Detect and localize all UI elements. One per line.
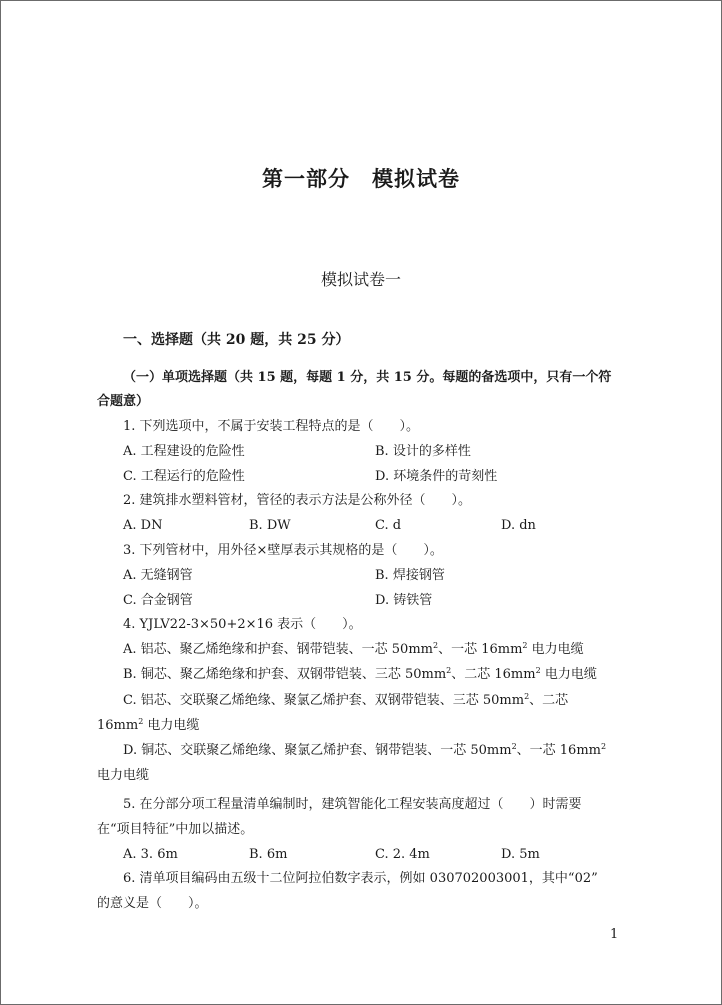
question-3-stem: 3. 下列管材中，用外径×壁厚表示其规格的是（ ）。	[123, 543, 443, 558]
superscript: 2	[601, 742, 607, 751]
option-b-text-1: B. 铜芯、聚乙烯绝缘和护套、双钢带铠装、三芯 50mm	[123, 667, 447, 682]
question-5-option-c: C. 2. 4m	[375, 847, 430, 862]
question-2-option-a: A. DN	[123, 518, 163, 533]
question-2-stem: 2. 建筑排水塑料管材，管径的表示方法是公称外径（ ）。	[123, 493, 472, 508]
question-5-option-d: D. 5m	[501, 847, 540, 862]
question-2-option-b: B. DW	[249, 518, 291, 533]
question-4-option-c-line2	[97, 717, 199, 735]
option-d-text-2: 、一芯 16mm	[516, 743, 601, 758]
option-a-text-3: 电力电缆	[527, 642, 584, 657]
option-d-text-1: D. 铜芯、交联聚乙烯绝缘、聚氯乙烯护套、钢带铠装、一芯 50mm	[123, 743, 512, 758]
option-b-text-3: 电力电缆	[540, 667, 597, 682]
section-heading: 一、选择题（共 20 题，共 25 分）	[123, 332, 350, 348]
exam-title: 模拟试卷一	[320, 270, 401, 289]
question-2-option-c: C. d	[375, 518, 402, 533]
question-5-option-b: B. 6m	[249, 847, 288, 862]
superscript: 2	[446, 666, 452, 675]
option-b-text-2: 、二芯 16mm	[451, 667, 536, 682]
question-4-option-b	[123, 666, 597, 684]
option-c-text-2: 、二芯	[529, 693, 569, 708]
question-1-option-d: D. 环境条件的苛刻性	[375, 469, 498, 484]
superscript: 2	[432, 641, 439, 650]
subsection-heading-line1: （一）单项选择题（共 15 题，每题 1 分，共 15 分。每题的备选项中，只有一个符	[123, 370, 612, 385]
subsection-heading-line2: 合题意）	[97, 394, 150, 409]
option-c-text-4: 电力电缆	[143, 718, 200, 733]
question-1-option-b: B. 设计的多样性	[375, 444, 471, 459]
part-title: 第一部分 模拟试卷	[262, 166, 460, 191]
question-5-stem-line2: 在“项目特征”中加以描述。	[97, 822, 254, 837]
question-5-option-a: A. 3. 6m	[123, 847, 178, 862]
question-1-option-a: A. 工程建设的危险性	[123, 444, 245, 459]
option-a-text-1: A. 铝芯、聚乙烯绝缘和护套、钢带铠装、一芯 50mm	[123, 642, 433, 657]
question-2-option-d: D. dn	[501, 518, 536, 533]
question-3-option-c: C. 合金钢管	[123, 593, 193, 608]
option-c-text-1: C. 铝芯、交联聚乙烯绝缘、聚氯乙烯护套、双钢带铠装、三芯 50mm	[123, 693, 525, 708]
superscript: 2	[511, 742, 517, 751]
question-3-option-d: D. 铸铁管	[375, 593, 433, 608]
option-c-text-3: 16mm	[97, 718, 139, 733]
question-1-option-c: C. 工程运行的危险性	[123, 469, 245, 484]
superscript: 2	[138, 717, 144, 726]
question-1-stem: 1. 下列选项中，不属于安装工程特点的是（ ）。	[123, 419, 420, 434]
question-4-option-a	[123, 641, 584, 659]
question-4-stem: 4. YJLV22-3×50+2×16 表示（ ）。	[123, 617, 362, 632]
option-a-text-2: 、一芯 16mm	[438, 642, 523, 657]
question-3-option-b: B. 焊接钢管	[375, 568, 445, 583]
superscript: 2	[535, 666, 541, 675]
superscript: 2	[522, 641, 528, 650]
page-number: 1	[610, 927, 619, 942]
question-4-option-d-line2: 电力电缆	[97, 768, 150, 783]
question-6-stem-line2: 的意义是（ ）。	[97, 896, 208, 911]
question-5-stem-line1: 5. 在分部分项工程量清单编制时，建筑智能化工程安装高度超过（ ）时需要	[123, 797, 582, 812]
superscript: 2	[524, 692, 530, 701]
question-4-option-d-line1	[123, 742, 606, 760]
question-4-option-c-line1	[123, 692, 568, 710]
question-3-option-a: A. 无缝钢管	[123, 568, 193, 583]
question-6-stem-line1: 6. 清单项目编码由五级十二位阿拉伯数字表示，例如 030702003001，其中“02”	[123, 871, 598, 886]
